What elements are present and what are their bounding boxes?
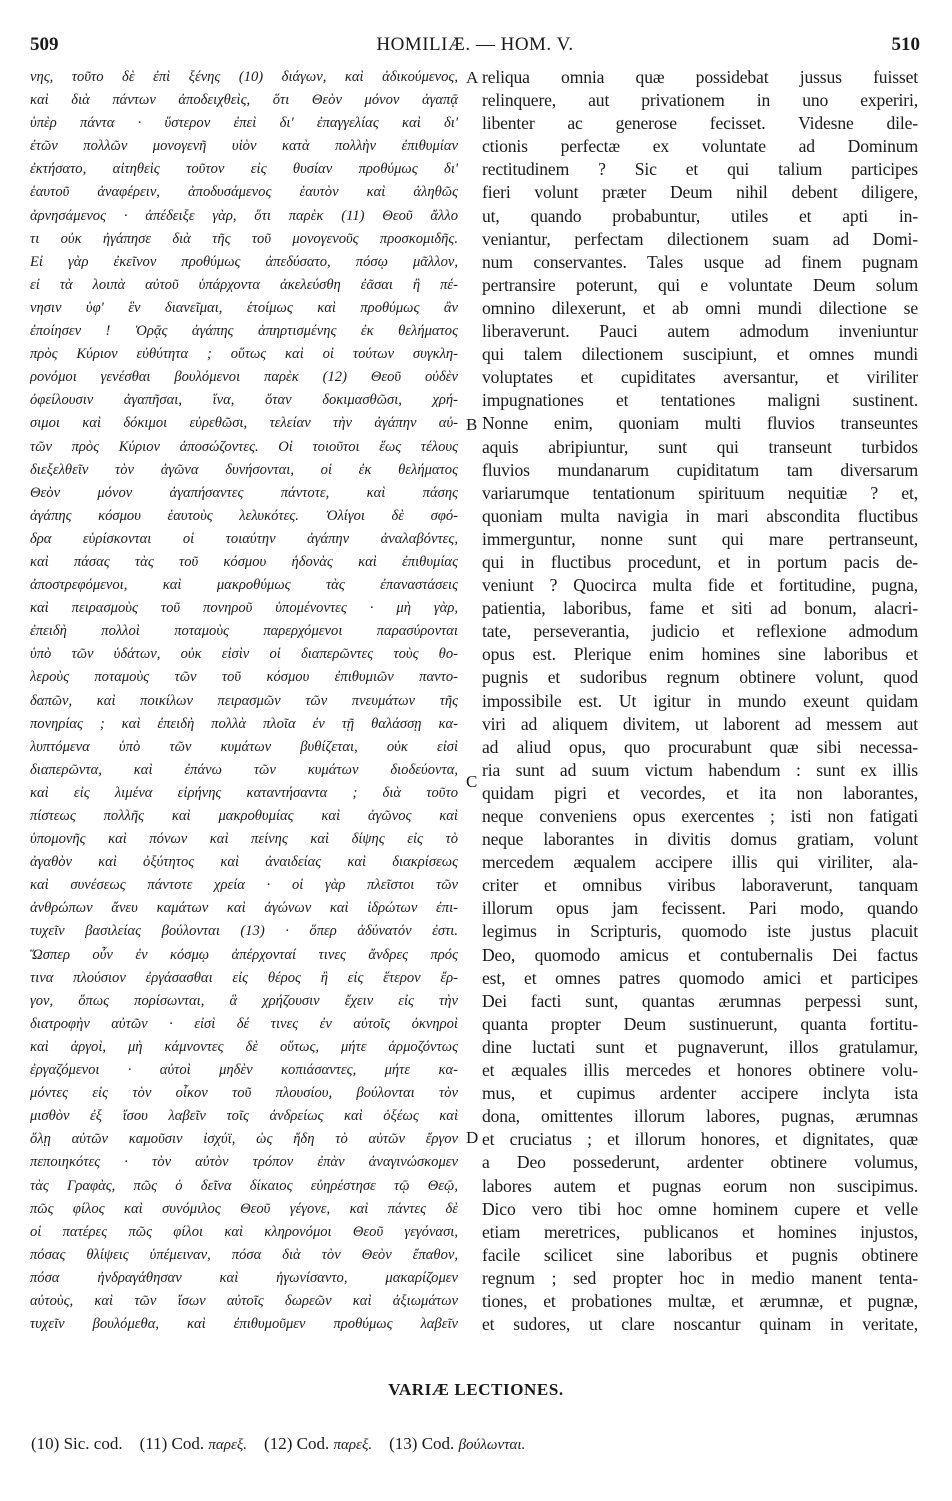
greek-text-line: ἐκτήσατο, αἰτηθεὶς τοῦτον εἰς θυσίαν προθύμως δι' <box>30 161 458 178</box>
latin-text-line: et æquales illis mercedes et honores obtinere volu- <box>482 1060 918 1081</box>
variant-greek: παρεξ. <box>333 1437 373 1453</box>
latin-text-line: quanta propter Deum sustinuerunt, quanta fortitu- <box>482 1013 918 1034</box>
latin-text-line: Deo, quomodo amicus et contubernalis Dei factus <box>482 944 918 965</box>
greek-text-line: τινα πλούσιον ἐργάσασθαι εἰς θέρος ἢ εἰς ἕτερον ἔρ- <box>30 969 458 986</box>
latin-text-line: mercedem æqualem accipere illis qui viriliter, ala- <box>482 852 918 873</box>
latin-text-line: legimus in Scripturis, quomodo iste justus placuit <box>482 921 918 942</box>
latin-text-line: Dei facti sunt, quantas ærumnas perpessi sunt, <box>482 990 918 1011</box>
greek-text-line: πρὸς Κύριον εὐθύτητα ; οὕτως καὶ οἱ τούτων συγκλη- <box>30 346 458 363</box>
page-number-right: 510 <box>891 34 920 55</box>
latin-text-line: num conservantes. Tales usque ad finem pugnam <box>482 251 918 272</box>
greek-text-line: γον, ὅπως πορίσωνται, ἃ χρήζουσιν ἔχειν εἰς τὴν <box>30 992 458 1009</box>
latin-text-line: aquis abripiuntur, sunt qui transeunt turbidos <box>482 436 918 457</box>
greek-text-line: πόσας θλίψεις ὑπέμειναν, πόσα διὰ τὸν Θεὸν ἔπαθον, <box>30 1246 458 1263</box>
variae-heading: VARIÆ LECTIONES. <box>388 1380 564 1399</box>
greek-text-line: ἐργαζόμενοι · αὐτοὶ μηδὲν κοπιάσαντες, μήτε κα- <box>30 1062 458 1079</box>
greek-text-line: ἀποστρεφόμενοι, καὶ μακροθύμως τὰς ἐπαναστάσεις <box>30 577 458 594</box>
greek-text-line: διεξελθεῖν τὸν ἀγῶνα δυνήσονται, οἱ ἐκ θελήματος <box>30 461 458 478</box>
greek-text-line: εἰ τὰ λοιπὰ αὐτοῦ ὑπάρχοντα ἀκελεύσθη ἐᾶσαι ἢ πέ- <box>30 276 458 293</box>
greek-text-line: μόντες εἰς τὸν οἶκον τοῦ πλουσίου, βούλονται τὸν <box>30 1085 458 1102</box>
greek-text-line: Εἰ γὰρ ἐκεῖνον προθύμως ἀπεδύσατο, πόσῳ μᾶλλον, <box>30 253 458 270</box>
page-header <box>30 34 920 60</box>
latin-text-line: illorum opus jam fecissent. Pari modo, quando <box>482 898 918 919</box>
greek-text-line: καὶ πειρασμοὺς τοῦ πονηροῦ ὑπομένοντες · μὴ γὰρ, <box>30 600 458 617</box>
greek-text-line: Ὥσπερ οὖν ἐν κόσμῳ ἀπέρχονταί τινες ἄνδρες πρός <box>30 946 458 963</box>
latin-text-line: etiam meretrices, publicanos et homines injustos, <box>482 1221 918 1242</box>
greek-text-line: καὶ εἰς λιμένα εἰρήνης καταντήσαντα ; διὰ τοῦτο <box>30 784 458 801</box>
greek-text-line: ἑαυτοῦ ἀναφέρειν, ἀποδυσάμενος ἑαυτὸν καὶ ἀληθῶς <box>30 184 458 201</box>
greek-text-line: ἀνθρώπων ἄνευ καμάτων καὶ ἀγώνων καὶ ἱδρώτων ἐπι- <box>30 900 458 917</box>
latin-text-line: impugnationes et tentationes maligni sustinent. <box>482 390 918 411</box>
latin-text-line: relinquere, aut privationem in uno experiri, <box>482 90 918 111</box>
latin-text-line: fieri volunt præter Deum nihil debent diligere, <box>482 182 918 203</box>
latin-text-line: ad aliud opus, quo procurabunt quæ sibi necessa- <box>482 736 918 757</box>
latin-text-line: qui talem dilectionem suscipiunt, et omnes mundi <box>482 344 918 365</box>
greek-text-line: λυπτόμενα ὑπὸ τῶν κυμάτων βυθίζεται, οὐκ εἰσὶ <box>30 738 458 755</box>
greek-text-line: ὀφείλουσιν ἀγαπῆσαι, ἵνα, ὅταν δοκιμασθῶσι, χρή- <box>30 392 458 409</box>
greek-text-line: ἐτῶν πολλῶν μονογενῆ υἱὸν κατὰ πολλὴν ἐπιθυμίαν <box>30 138 458 155</box>
greek-text-line: πονηρίας ; καὶ ἐπειδὴ πολλὰ πλοῖα ἐν τῇ θαλάσσῃ κα- <box>30 715 458 732</box>
greek-text-line: σιμοι καὶ δόκιμοι εὑρεθῶσι, τελείαν τὴν ἀγάπην αὐ- <box>30 415 458 432</box>
greek-text-line: νης, τοῦτο δὲ ἐπὶ ξένης (10) διάγων, καὶ ἀδικούμενος, <box>30 69 458 85</box>
latin-text-line: ut, quando probabuntur, utiles et apti in- <box>482 205 918 226</box>
variae-lectiones-line <box>31 1434 525 1454</box>
margin-letter-a: A <box>466 68 479 87</box>
latin-text-line: ria sunt ad suum victum habendum : sunt ex illis <box>482 759 918 780</box>
greek-text-line: ἀρνησάμενος · ἀπέδειξε γὰρ, ὅτι παρὲκ (11) Θεοῦ ἄλλο <box>30 207 458 224</box>
greek-text-line: ὑπὲρ πάντα · ὕστερον ἐπεὶ δι' ἐπαγγελίας καὶ δι' <box>30 115 458 132</box>
variant-label: (13) Cod. <box>389 1434 455 1453</box>
variant-greek: βούλωνται. <box>458 1437 526 1453</box>
greek-text-line: ὑπὸ τῶν ὑδάτων, οὐκ εἰσὶν οἱ διαπερῶντες τοὺς θο- <box>30 646 458 663</box>
greek-text-line: ἀγαθὸν καὶ ὀξύτητος καὶ ἀναιδείας καὶ διακρίσεως <box>30 854 458 871</box>
greek-text-line: τὰς Γραφὰς, πῶς ὁ δεῖνα δίκαιος εὐηρέστησε τῷ Θεῷ, <box>30 1177 458 1194</box>
margin-letter-b: B <box>466 415 478 434</box>
latin-text-line: viri ad aliquem divitem, ut laborent ad messem aut <box>482 713 918 734</box>
latin-text-line: tiones, et probationes multæ, et ærumnæ, et pugnæ, <box>482 1290 918 1311</box>
variant-label: (12) Cod. <box>264 1434 330 1453</box>
latin-text-line: neque conveniens opus exercentes ; isti non fatigati <box>482 806 918 826</box>
latin-text-line: opus est. Plerique enim homines sine laboribus et <box>482 644 918 665</box>
latin-text-line: et sudores, ut clare noscantur quinam in veritate, <box>482 1314 918 1335</box>
margin-letter-c: C <box>466 772 478 791</box>
greek-text-line: τῶν πρὸς Κύριον ἀποσώζοντες. Οἱ τοιοῦτοι ἕως τέλους <box>30 438 458 455</box>
greek-text-line: αὐτοὺς, καὶ τῶν ἴσων αὐτοῖς δωρεῶν καὶ ἀξιωμάτων <box>30 1292 458 1309</box>
latin-text-line: tate, perseverantia, judicio et reflexione admodum <box>482 621 918 642</box>
variant-label: (11) Cod. <box>139 1434 205 1453</box>
latin-text-line: dine luctati sunt et pugnaverunt, illos gratulamur, <box>482 1036 918 1057</box>
latin-text-line: Nonne enim, quoniam multi fluvios transeuntes <box>482 413 918 434</box>
latin-text-line: fluvios mundanarum cupiditatum tam diversarum <box>482 459 918 480</box>
latin-text-line: et cruciatus ; et illorum honores, et dignitates, quæ <box>482 1129 918 1150</box>
latin-text-line: criter et omnibus viribus laboraverunt, tanquam <box>482 875 918 896</box>
latin-text-line: pertransire poterunt, qui e voluntate Deum solum <box>482 274 918 295</box>
greek-text-line: οἱ πατέρες πῶς φίλοι καὶ κληρονόμοι Θεοῦ γεγόνασι, <box>30 1223 458 1240</box>
greek-column <box>30 66 458 1336</box>
variant-greek: παρεξ. <box>208 1437 248 1453</box>
latin-text-line: liberaverunt. Pauci autem admodum inveniuntur <box>482 321 918 342</box>
greek-text-line: καὶ διὰ πάντων ἀποδειχθεὶς, ὅτι Θεὸν μόνον ἀγαπᾷ <box>30 92 458 109</box>
latin-text-line: neque laborantes in divitis domus gratiam, volunt <box>482 829 918 850</box>
latin-text-line: labores autem et pugnas eorum non suscipimus. <box>482 1175 918 1196</box>
latin-text-line: quoniam multa navigia in mari abscondita fluctibus <box>482 505 918 526</box>
greek-text-line: πεποιηκότες · τὸν αὐτὸν τρόπον ἐπὰν ἀναγινώσκομεν <box>30 1154 458 1171</box>
latin-text-line: omnino dilexerunt, et ab omni mundi dilectione se <box>482 297 918 318</box>
latin-text-line: rectitudinem ? Sic et qui talium participes <box>482 159 918 180</box>
latin-text-line: dona, omittentes illorum labores, pugnas, ærumnas <box>482 1106 918 1127</box>
latin-text-line: ctionis perfectæ ex voluntate ad Dominum <box>482 136 918 157</box>
latin-text-line: impossibile est. Ut igitur in mundo exeunt quidam <box>482 690 918 711</box>
running-title: HOMILIÆ. — HOM. V. <box>376 34 574 55</box>
latin-text-line: libenter ac generose fecisset. Videsne dile- <box>482 113 918 134</box>
latin-text-line: mus, et cupimus ardenter accipere inclyta ista <box>482 1083 918 1104</box>
latin-text-line: est, et omnes patres quomodo amici et participes <box>482 967 918 988</box>
latin-text-line: veniantur, perfectam dilectionem suam ad Domi- <box>482 228 918 249</box>
greek-text-line: μισθὸν ἐξ ἴσου λαβεῖν τοῖς ἀνδρείως καὶ ὀξέως καὶ <box>30 1108 458 1125</box>
greek-text-line: λεροὺς ποταμοὺς τῶν τοῦ κόσμου ἐπιθυμιῶν παντο- <box>30 669 458 686</box>
latin-text-line: reliqua omnia quæ possidebat jussus fuisset <box>482 67 918 87</box>
variant-label: (10) Sic. cod. <box>31 1434 123 1453</box>
latin-text-line: quidam pigri et vecordes, et ita non laborantes, <box>482 782 918 803</box>
greek-text-line: διαπερῶντα, καὶ ἐπάνω τῶν κυμάτων διοδεύοντα, <box>30 761 458 778</box>
latin-text-line: regnum ; sed propter hoc in medio manent tenta- <box>482 1267 918 1288</box>
greek-text-line: τυχεῖν βουλόμεθα, καὶ ἐπιθυμοῦμεν προθύμως λαβεῖν <box>30 1316 458 1333</box>
greek-text-line: νησιν ὑφ' ἓν διανεῖμαι, ἑτοίμως καὶ προθύμως ἂν <box>30 299 458 316</box>
greek-text-line: ἐποίησεν ! Ὁρᾷς ἀγάπης ἀπηρτισμένης ἐκ θελήματος <box>30 323 458 340</box>
latin-text-line: variarumque tentationum spirituum nequitiæ ? et, <box>482 482 918 503</box>
latin-text-line: pugnis et sudoribus regnum obtinere volunt, quod <box>482 667 918 688</box>
greek-text-line: ρονόμοι γενέσθαι βουλόμενοι παρὲκ (12) Θεοῦ οὐδὲν <box>30 369 458 386</box>
greek-text-line: δρα εὑρίσκονται οἱ τοιαύτην ἀγάπην ἀναλαβόντες, <box>30 530 458 547</box>
latin-text-line: patientia, laboribus, fame et siti ad bonum, alacri- <box>482 598 918 619</box>
greek-text-line: ἐπειδὴ πολλοὶ ποταμοὺς παρερχόμενοι παρασύρονται <box>30 623 458 640</box>
latin-text-line: qui in fluctibus procedunt, et in portum pacis de- <box>482 551 918 572</box>
greek-text-line: καὶ ἀργοὶ, μὴ κάμνοντες δὲ οὕτως, μήτε ἁρμοζόντως <box>30 1038 458 1055</box>
latin-text-line: voluptates et cupiditates aversantur, et viriliter <box>482 367 918 388</box>
latin-text-line: a Deo possederunt, ardenter obtinere volumus, <box>482 1152 918 1173</box>
latin-text-line: immerguntur, nonne sunt qui mare pertranseunt, <box>482 528 918 549</box>
page-number-left: 509 <box>30 34 59 55</box>
greek-text-line: ἀγάπης κόσμου ἑαυτοὺς λελυκότες. Ὀλίγοι δὲ σφό- <box>30 507 458 524</box>
greek-text-line: πόσα ἠνδραγάθησαν καὶ ἠγωνίσαντο, μακαρίζομεν <box>30 1269 458 1286</box>
greek-text-line: ὅλῃ αὐτῶν καμοῦσιν ἰσχύϊ, ὡς ἤδη τὸ αὐτῶν ἔργον <box>30 1131 458 1148</box>
greek-text-line: καὶ πάσας τὰς τοῦ κόσμου ἡδονὰς καὶ ἐπιθυμίας <box>30 553 458 570</box>
greek-text-line: Θεὸν μόνον ἀγαπήσαντες πάντοτε, καὶ πάσης <box>30 484 458 501</box>
greek-text-line: πῶς φίλος καὶ συνόμιλος Θεοῦ γέγονε, καὶ πάντες δὲ <box>30 1200 458 1217</box>
greek-text-line: καὶ συνέσεως πάντοτε χρεία · οἱ γὰρ πλεῖστοι τῶν <box>30 877 458 894</box>
latin-column <box>482 66 918 1336</box>
greek-text-line: δαπῶν, καὶ ποικίλων πειρασμῶν τῶν πνευμάτων τῆς <box>30 692 458 709</box>
latin-text-line: Dico vero tibi hoc omne hominem cupere et velle <box>482 1198 918 1219</box>
margin-letter-d: D <box>466 1128 479 1147</box>
latin-text-line: facile scilicet sine laboribus et pugnis obtinere <box>482 1244 918 1265</box>
greek-text-line: τυχεῖν βασιλείας βούλονται (13) · ὅπερ ἀδύνατόν ἐστι. <box>30 923 458 940</box>
greek-text-line: διατροφὴν αὐτῶν · εἰσὶ δέ τινες ἐν αὐτοῖς ὀκνηροὶ <box>30 1015 458 1032</box>
greek-text-line: τι οὐκ ἠγάπησε διὰ τῆς τοῦ μονογενοῦς προσκομιδῆς. <box>30 230 458 247</box>
latin-text-line: veniunt ? Quocirca multa fide et fortitudine, pugna, <box>482 575 918 596</box>
greek-text-line: πίστεως πολλῆς καὶ μακροθυμίας καὶ ἀγῶνος καὶ <box>30 808 458 824</box>
greek-text-line: ὑπομονῆς καὶ πόνων καὶ πείνης καὶ δίψης εἰς τὸ <box>30 831 458 848</box>
